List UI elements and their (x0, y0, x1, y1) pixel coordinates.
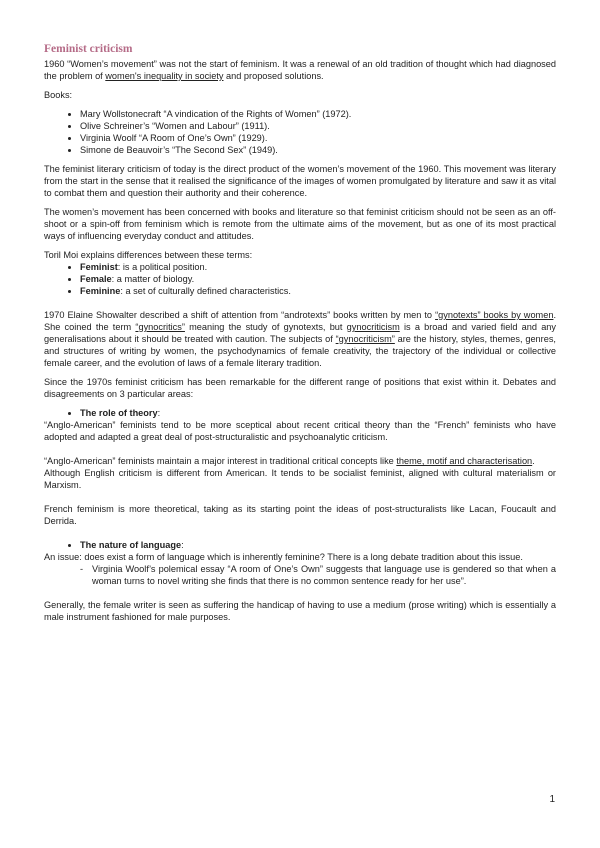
books-list (44, 108, 556, 156)
theme-motif-link[interactable]: theme, motif and characterisation (396, 456, 533, 466)
language-dash-list (44, 563, 556, 587)
list-item: • Feminine: a set of culturally defined characteristics. (80, 285, 556, 297)
paragraph-modern-criticism: The feminist literary criticism of today is the direct product of the women’s movement of the 1960. This movement was literary from the start in the sense that it realised the significance of the images of women promulgated by literature and saw it as vital to combat them and question their authority and their coherence. (44, 164, 556, 198)
theory-paragraph-4: French feminism is more theoretical, taking as its starting point the ideas of post-structuralists like Lacan, Foucault and Derrida. (44, 504, 556, 526)
list-item: • Female: a matter of biology. (80, 273, 556, 285)
gynocriticism-link[interactable]: gynocriticism (346, 322, 400, 332)
list-item: • Simone de Beauvoir’s “The Second Sex” (1949). (80, 144, 556, 156)
theory-paragraph-1: “Anglo-American” feminists tend to be more sceptical about recent critical theory than the “French” feminists who have adopted and adapted a great deal of post-structuralistic and psychoanalytic criticism. (44, 420, 556, 442)
inequality-link[interactable]: women's inequality in society (105, 71, 224, 81)
list-item: • Virginia Woolf “A Room of One’s Own” (1929). (80, 132, 556, 144)
list-item: • Mary Wollstonecraft “A vindication of the Rights of Women” (1972). (80, 108, 556, 120)
list-item: • Olive Schreiner’s “Women and Labour” (1911). (80, 120, 556, 132)
theory-section-heading: • The role of theory: (44, 407, 556, 419)
list-item: - Virginia Woolf’s polemical essay “A room of One’s Own” suggests that language use is gendered so that when a woman turns to novel writing she finds that there is no common sentence ready for her use”. (80, 563, 556, 587)
list-item: • Feminist: is a political position. (80, 261, 556, 273)
intro-paragraph: 1960 “Women’s movement” was not the start of feminism. It was a renewal of an old tradition of thought which had diagnosed the problem of women's inequality in society and proposed solutions. (44, 59, 556, 81)
language-paragraph: An issue: does exist a form of language which is inherently feminine? There is a long debate tradition about this issue. (44, 552, 523, 562)
gynotexts-link[interactable]: “gynotexts” books by women (435, 310, 554, 320)
page-number: 1 (549, 794, 555, 805)
gynocriticism-quoted-link[interactable]: “gynocriticism” (335, 334, 395, 344)
moi-label: Toril Moi explains differences between these terms: (44, 250, 253, 260)
paragraph-debates: Since the 1970s feminist criticism has been remarkable for the different range of positions that exist within it. Debates and disagreements on 3 particular areas: (44, 377, 556, 399)
theory-paragraph-3: Although English criticism is different from American. It tends to be socialist feminist, aligned with cultural materialism or Marxism. (44, 468, 556, 490)
paragraph-showalter: 1970 Elaine Showalter described a shift of attention from “androtexts” books written by men to “gynotexts” books by women. She coined the term “gynocritics” meaning the study of gynotexts, but gynocriticism is a broad and varied field and any generalisations about it should be treated with caution. The subjects of “gynocriticism” are the history, styles, themes, genres, and structures of writing by women, the psychodynamics of female creativity, the trajectory of the individual or collective female career, and the evolution of laws of a female literary tradition. (44, 310, 557, 368)
theory-paragraph-2: “Anglo-American” feminists maintain a major interest in traditional critical concepts like theme, motif and characterisation. (44, 456, 535, 466)
document-page (44, 42, 556, 630)
language-section-heading: • The nature of language: (44, 539, 556, 551)
books-label: Books: (44, 90, 73, 100)
paragraph-womens-movement: The women’s movement has been concerned with books and literature so that feminist criticism should not be seen as an off-shoot or a spin-off from feminism which is remote from the ultimate aims of the movement, but as one of its most practical ways of influencing everyday conduct and attitudes. (44, 207, 556, 241)
document-title: Feminist criticism (44, 43, 133, 55)
gynocritics-link[interactable]: “gynocritics” (135, 322, 185, 332)
closing-paragraph: Generally, the female writer is seen as suffering the handicap of having to use a medium (prose writing) which is essentially a male instrument fashioned for male purposes. (44, 600, 556, 622)
terms-list (44, 261, 556, 297)
